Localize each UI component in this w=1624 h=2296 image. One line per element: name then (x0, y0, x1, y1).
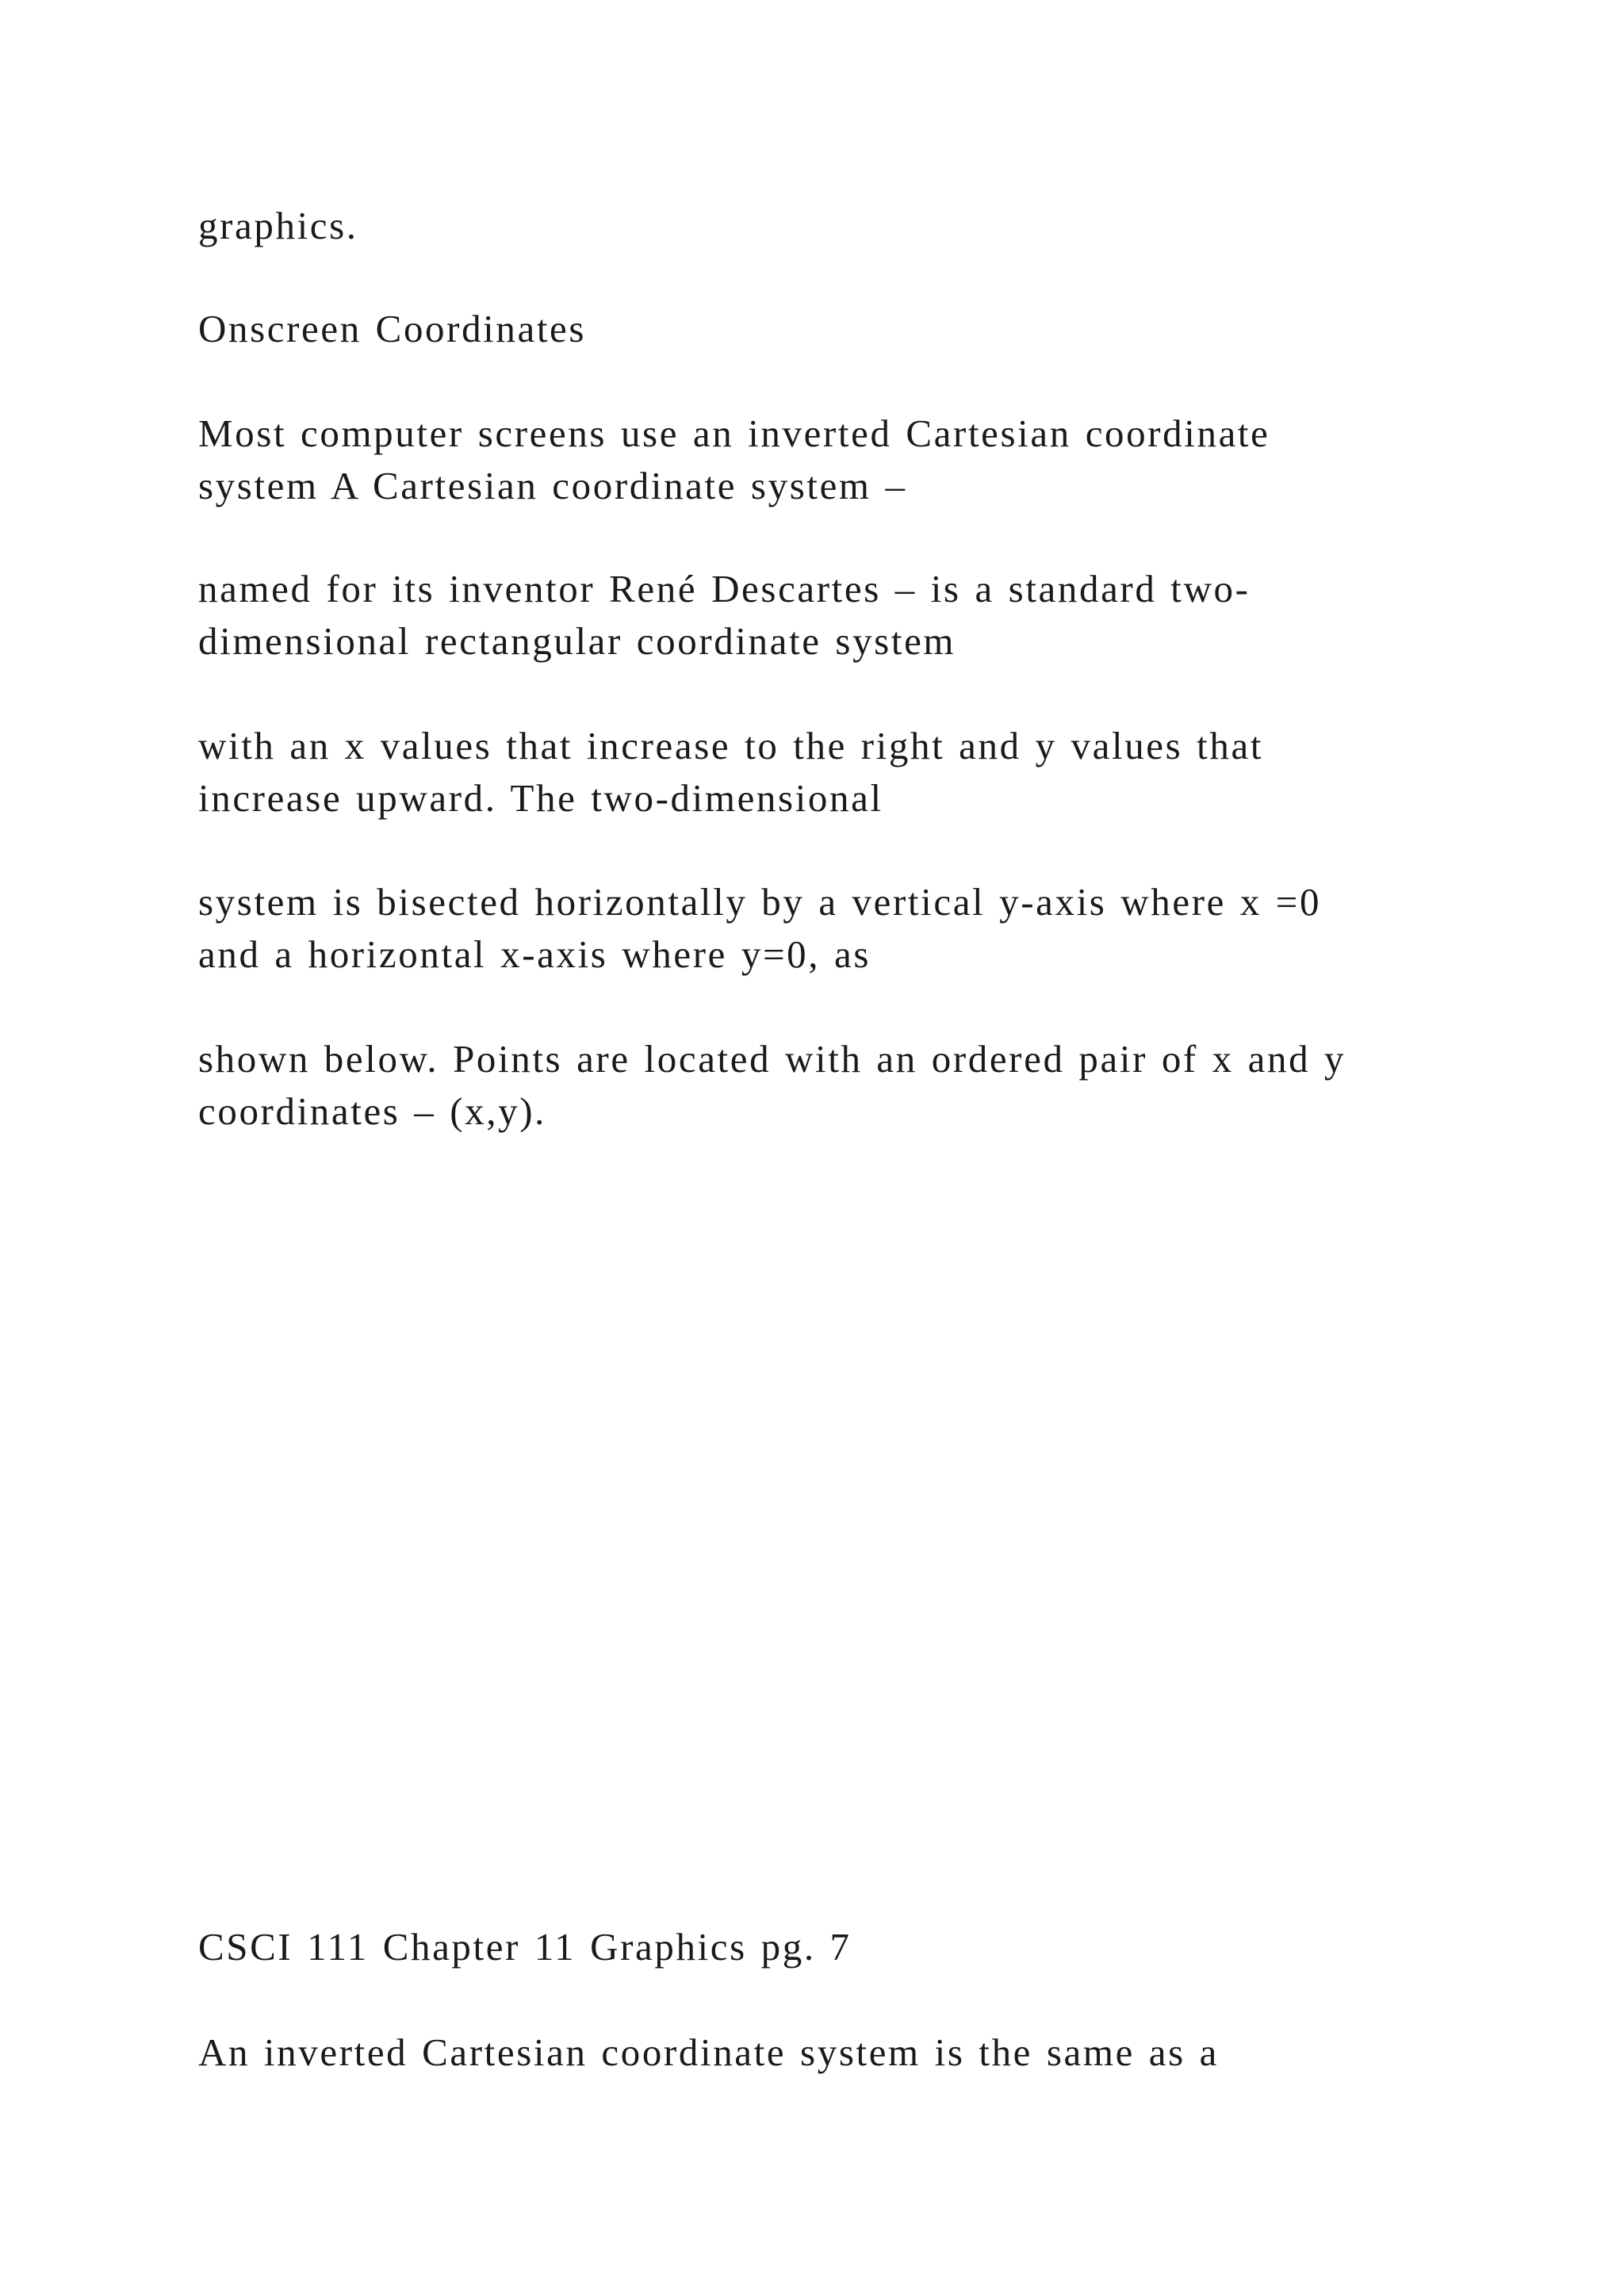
text-line: Most computer screens use an inverted Cartesian coordinate (198, 411, 1270, 455)
text-line: with an x values that increase to the right and y values that (198, 724, 1264, 767)
section-heading-onscreen-coordinates (198, 303, 1467, 355)
text-line: shown below. Points are located with an ordered pair of x and y (198, 1037, 1346, 1081)
text-line: and a horizontal x-axis where y=0, as (198, 932, 871, 976)
text-line: CSCI 111 Chapter 11 Graphics pg. 7 (198, 1925, 852, 1969)
paragraph-inverted-system (198, 2026, 1467, 2079)
paragraph-x-y-values (198, 720, 1467, 825)
text-line: coordinates – (x,y). (198, 1089, 546, 1133)
paragraph-descartes (198, 563, 1467, 668)
paragraph-bisected-axes (198, 876, 1467, 981)
text-line: dimensional rectangular coordinate system (198, 619, 956, 663)
text-line: increase upward. The two-dimensional (198, 776, 883, 820)
paragraph-cartesian-intro (198, 408, 1467, 512)
paragraph-graphics (198, 200, 1467, 252)
text-line: graphics. (198, 204, 358, 247)
paragraph-ordered-pair (198, 1033, 1467, 1138)
text-line: An inverted Cartesian coordinate system is the same as a (198, 2030, 1220, 2074)
page-footer (198, 1921, 1467, 1973)
text-line: system A Cartesian coordinate system – (198, 464, 907, 507)
text-line: system is bisected horizontally by a vertical y-axis where x =0 (198, 880, 1322, 924)
text-line: named for its inventor René Descartes – is a standard two- (198, 567, 1251, 610)
text-line: Onscreen Coordinates (198, 307, 587, 350)
